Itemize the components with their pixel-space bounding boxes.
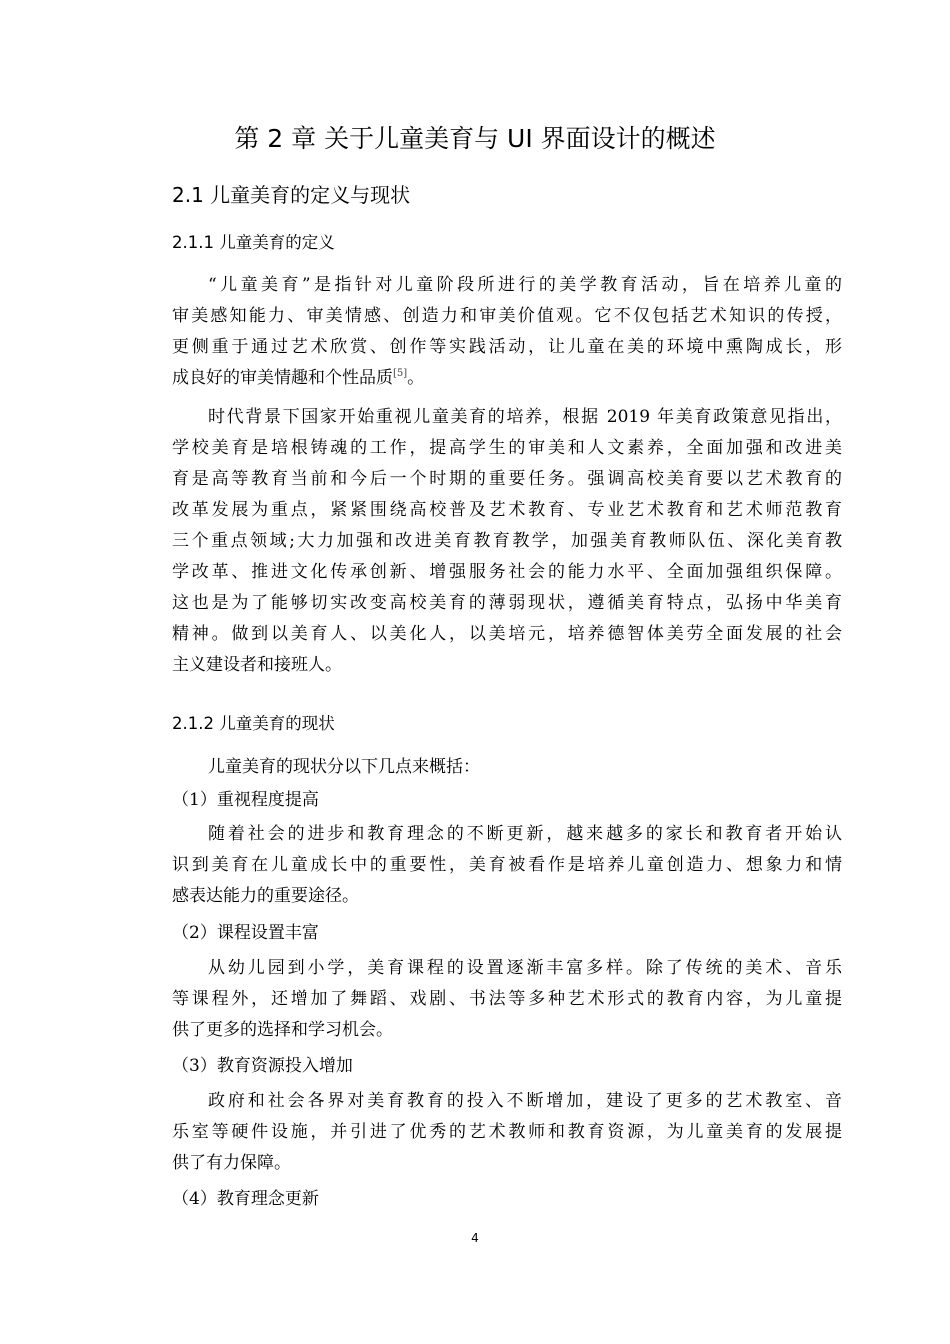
chapter-title: 第 2 章 关于儿童美育与 UI 界面设计的概述 [234,124,716,153]
text-line: 感表达能力的重要途径。 [172,886,359,906]
text-fragment: 成良好的审美情趣和个性品质 [172,368,393,388]
citation-reference[interactable]: [5] [393,368,408,379]
subsection-title-definition: 2.1.1 儿童美育的定义 [172,233,335,252]
text-line: 供了更多的选择和学习机会。 [172,1020,393,1040]
text-line: “儿童美育”是指针对儿童阶段所进行的美学教育活动，旨在培养儿童的 [208,275,842,295]
text-line: 随着社会的进步和教育理念的不断更新，越来越多的家长和教育者开始认 [208,824,842,844]
text-line: 时代背景下国家开始重视儿童美育的培养，根据 2019 年美育政策意见指出， [208,407,842,427]
text-line: 精神。做到以美育人、以美化人，以美培元，培养德智体美劳全面发展的社会 [172,624,842,644]
text-line: 政府和社会各界对美育教育的投入不断增加，建设了更多的艺术教室、音 [208,1091,842,1111]
text-line: 育是高等教育当前和今后一个时期的重要任务。强调高校美育要以艺术教育的 [172,469,842,489]
text-line: 审美感知能力、审美情感、创造力和审美价值观。它不仅包括艺术知识的传授， [172,306,842,326]
paragraph-item-3 [172,1086,842,1179]
text-fragment: 。 [407,368,425,388]
paragraph-intro [172,752,842,783]
list-item-title: （1）重视程度提高 [172,790,319,810]
text-line: 更侧重于通过艺术欣赏、创作等实践活动，让儿童在美的环境中熏陶成长，形 [172,337,842,357]
text-line: 三个重点领域;大力加强和改进美育教育教学，加强美育教师队伍、深化美育教 [172,531,842,551]
text-line: 从幼儿园到小学，美育课程的设置逐渐丰富多样。除了传统的美术、音乐 [208,958,842,978]
text-line: 主义建设者和接班人。 [172,655,342,675]
text-line: 供了有力保障。 [172,1153,291,1173]
text-line: 学改革、推进文化传承创新、增强服务社会的能力水平、全面加强组织保障。 [172,562,842,582]
paragraph-item-2 [172,953,842,1046]
text-line: 这也是为了能够切实改变高校美育的薄弱现状，遵循美育特点，弘扬中华美育 [172,593,842,613]
section-title: 2.1 儿童美育的定义与现状 [172,183,411,207]
list-item-title: （4）教育理念更新 [172,1189,319,1209]
text-line [172,363,842,394]
paragraph-definition [172,270,842,394]
text-line: 学校美育是培根铸魂的工作，提高学生的审美和人文素养，全面加强和改进美 [172,438,842,458]
page-number: 4 [471,1231,479,1245]
text-line: 识到美育在儿童成长中的重要性，美育被看作是培养儿童创造力、想象力和情 [172,855,842,875]
list-item-title: （2）课程设置丰富 [172,923,319,943]
text-line: 改革发展为重点，紧紧围绕高校普及艺术教育、专业艺术教育和艺术师范教育 [172,500,842,520]
text-line: 儿童美育的现状分以下几点来概括： [208,757,480,777]
text-line: 等课程外，还增加了舞蹈、戏剧、书法等多种艺术形式的教育内容，为儿童提 [172,989,842,1009]
paragraph-item-1 [172,819,842,912]
text-line: 乐室等硬件设施，并引进了优秀的艺术教师和教育资源，为儿童美育的发展提 [172,1122,842,1142]
list-item-title: （3）教育资源投入增加 [172,1056,353,1076]
paragraph-policy [172,402,842,681]
subsection-title-status: 2.1.2 儿童美育的现状 [172,714,335,733]
